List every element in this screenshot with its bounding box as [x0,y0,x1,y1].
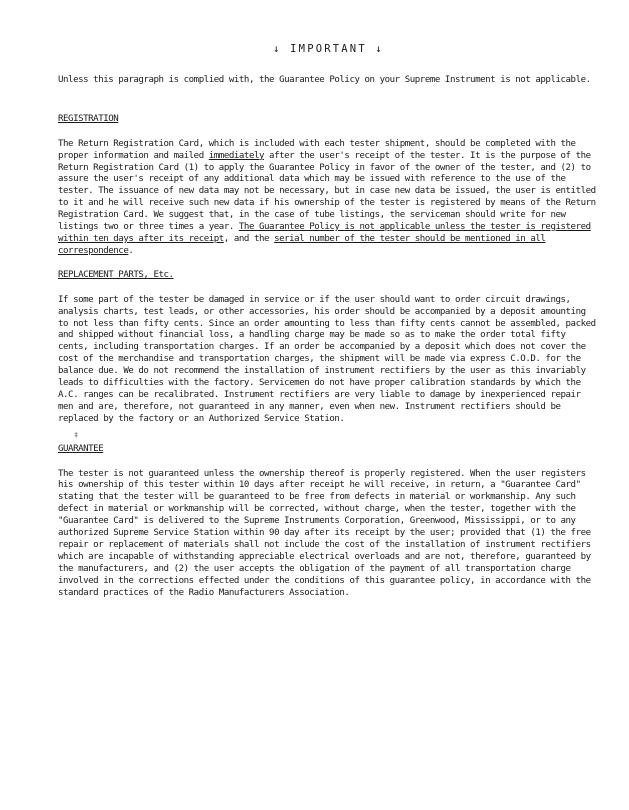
registration-text-3: , and the [223,233,275,244]
registration-emphasis-serial: serial number of the tester should be mentioned in all correspondence [58,233,546,256]
intro-paragraph: Unless this paragraph is complied with, the Guarantee Policy on your Supreme Instrument is not applicable. [58,74,591,85]
registration-paragraph [58,139,599,258]
registration-text-1: The Return Registration Card, which is included with each tester shipment, should be completed with the proper information and mailed [58,138,576,161]
registration-text-2: after the user's receipt of the tester. It is the purpose of the Return Registration Card (1) to apply the Guarantee Policy in favor of the owner of the tester, and (2) to assure the user's receipt of any additional data which may be issued with reference to the use of the tester. The issuance of new data may not be necessary, but in case new data be issued, the user is entitled to it and he will receive such new data if his ownership of the tester is registered by means of the Return Registration Card. We suggest that, in the case of tube listings, the serviceman should write for new listings two or three times a year. [58,150,596,233]
registration-emphasis-policy: The Guarantee Policy is not applicable unless the tester is registered within ten days after its receipt [58,222,591,244]
registration-emphasis-immediately: immediately [208,150,265,161]
replacement-paragraph: If some part of the tester be damaged in service or if the user should want to order circuit drawings, analysis charts, test leads, or other accessories, his order should be accompanied by a deposit amounting to not less than fifty cents. Since an order amounting to less than fifty cents cannot be assembled, packed and shipped without financial loss, a handling charge may be made so as to make the order total fifty cents, including transportation charges. If an order be accompanied by a deposit which does not cover the cost of the merchandise and transportation charges, the shipment will be made via express C.O.D. for the balance due. We do not recommend the installation of instrument rectifiers by the user as this invariably leads to difficulties with the factory. Servicemen do not have proper calibration standards by which the A.C. ranges can be recalibrated. Instrument rectifiers are very liable to damage by inexperienced repair men and are, therefore, not guaranteed in any manner, even when new. Instrument rectifiers should be replaced by the factory or an Authorized Service Station. [58,294,596,424]
stray-mark: ‡ [74,430,78,439]
guarantee-paragraph: The tester is not guaranteed unless the ownership thereof is properly registered. When the user registers his ownership of this tester within 10 days after receipt he will receive, in return, a "Guarantee Card" stating that the tester will be guaranteed to be free from defects in material or workmanship. Any such defect in material or workmanship will be corrected, without charge, when the tester, together with the "Guarantee Card" is delivered to the Supreme Instruments Corporation, Greenwood, Mississippi, or to any authorized Supreme Service Station within 90 day after its receipt by the user; provided that (1) the free repair or replacement of materials shall not include the cost of the installation of instrument rectifiers which are incapable of withstanding appreciable electrical overloads and are not, therefore, guaranteed by the manufacturers, and (2) the user accepts the obligation of the payment of all transportation charge involved in the corrections effected under the conditions of this guarantee policy, in accordance with the standard practices of the Radio Manufacturers Association. [58,468,591,598]
registration-section [58,114,599,258]
replacement-section [58,270,599,444]
page-title: ↓ IMPORTANT ↓ [273,43,384,55]
guarantee-heading: GUARANTEE [58,443,104,454]
registration-heading: REGISTRATION [58,113,119,124]
replacement-heading: REPLACEMENT PARTS, Etc. [58,269,174,280]
guarantee-section [58,444,599,600]
registration-text-4: . [128,245,134,256]
